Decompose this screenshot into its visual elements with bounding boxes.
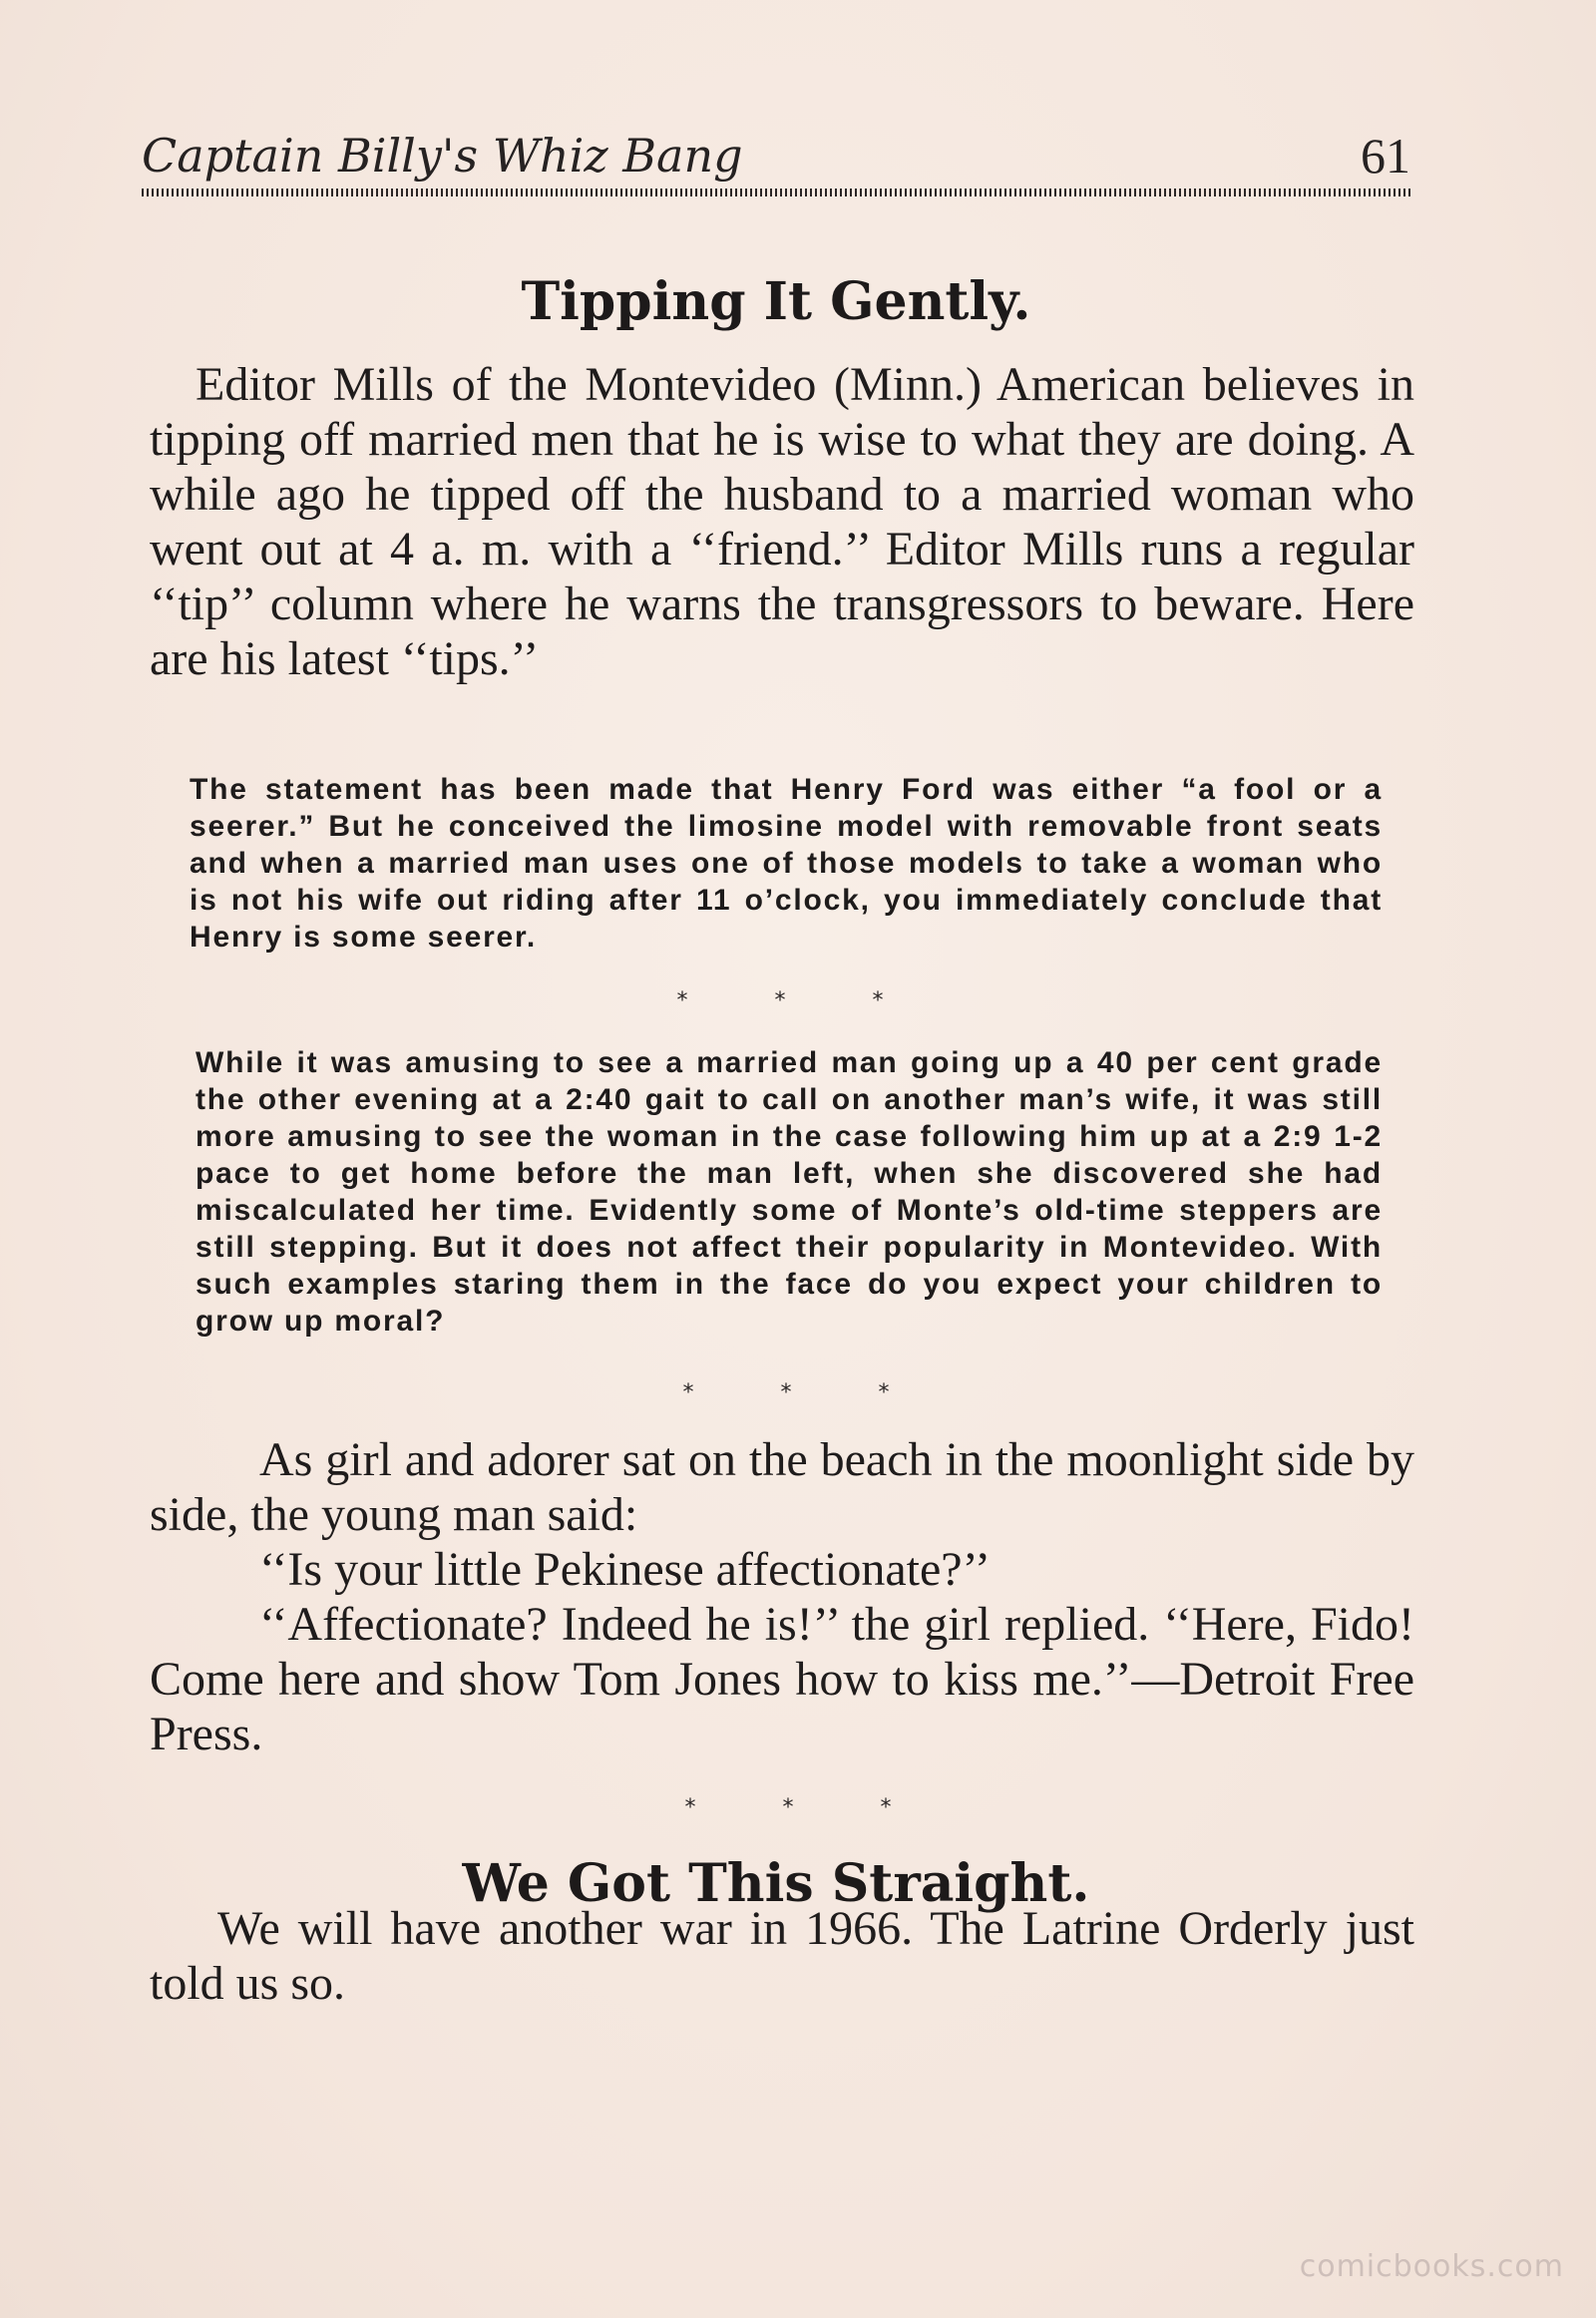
- tip-paragraph-montevideo: While it was amusing to see a married man going up a 40 per cent grade the other evening at a 2:40 gait to call on another man’s wife, it was still more amusing to see the woman in the case following him up at a 2:9 1-2 pace to get home before the man left, when she discovered she had miscalculated her time. Evidently some of Monte’s old-time steppers are still stepping. But it does not affect their popularity in Montevideo. With such examples staring them in the face do you expect your children to grow up moral?: [196, 1046, 1383, 1338]
- page-number: 61: [1361, 128, 1410, 184]
- asterisk-glyph: *: [782, 1795, 794, 1820]
- source-watermark: comicbooks.com: [1299, 2249, 1564, 2284]
- tip-paragraph-ford: The statement has been made that Henry Ford was either “a fool or a seerer.” But he conceived the limosine model with removable front seats and when a married man uses one of those models to take a woman who is not his wife out riding after 11 o’clock, you immediately conclude that Henry is some seerer.: [190, 773, 1383, 954]
- intro-paragraph: Editor Mills of the Montevideo (Minn.) American believes in tipping off married men that he is wise to what they are doing. A while ago he tipped off the husband to a married woman who went out at 4 a. m. with a ‘‘friend.’’ Editor Mills runs a regular ‘‘tip’’ column where he warns the transgressors to beware. Here are his latest ‘‘tips.’’: [150, 358, 1414, 685]
- joke-block: [150, 1432, 1414, 1761]
- section-separator: [670, 1795, 906, 1825]
- asterisk-glyph: *: [878, 1380, 890, 1405]
- magazine-title: Captain Billy's Whiz Bang: [142, 129, 743, 183]
- section-separator: [668, 1380, 904, 1410]
- running-header: [142, 126, 1410, 195]
- asterisk-glyph: *: [780, 1380, 792, 1405]
- section-separator: [662, 988, 898, 1018]
- article-title-tipping: Tipping It Gently.: [521, 271, 1031, 332]
- article-title-straight: We Got This Straight.: [462, 1853, 1090, 1914]
- asterisk-glyph: *: [880, 1795, 892, 1820]
- asterisk-glyph: *: [684, 1795, 696, 1820]
- asterisk-glyph: *: [682, 1380, 694, 1405]
- asterisk-glyph: *: [872, 988, 884, 1013]
- asterisk-glyph: *: [774, 988, 786, 1013]
- joke-setup: As girl and adorer sat on the beach in the moonlight side by side, the young man said:: [150, 1433, 1414, 1541]
- joke-answer: ‘‘Affectionate? Indeed he is!’’ the girl replied. ‘‘Here, Fido! Come here and show Tom Jones how to kiss me.’’—Detroit Free Press.: [150, 1598, 1414, 1760]
- asterisk-glyph: *: [676, 988, 688, 1013]
- header-rule: [142, 189, 1410, 196]
- joke-question: ‘‘Is your little Pekinese affectionate?’’: [259, 1543, 992, 1596]
- article-intro: [150, 357, 1414, 686]
- war-paragraph: We will have another war in 1966. The Latrine Orderly just told us so.: [150, 1902, 1414, 2010]
